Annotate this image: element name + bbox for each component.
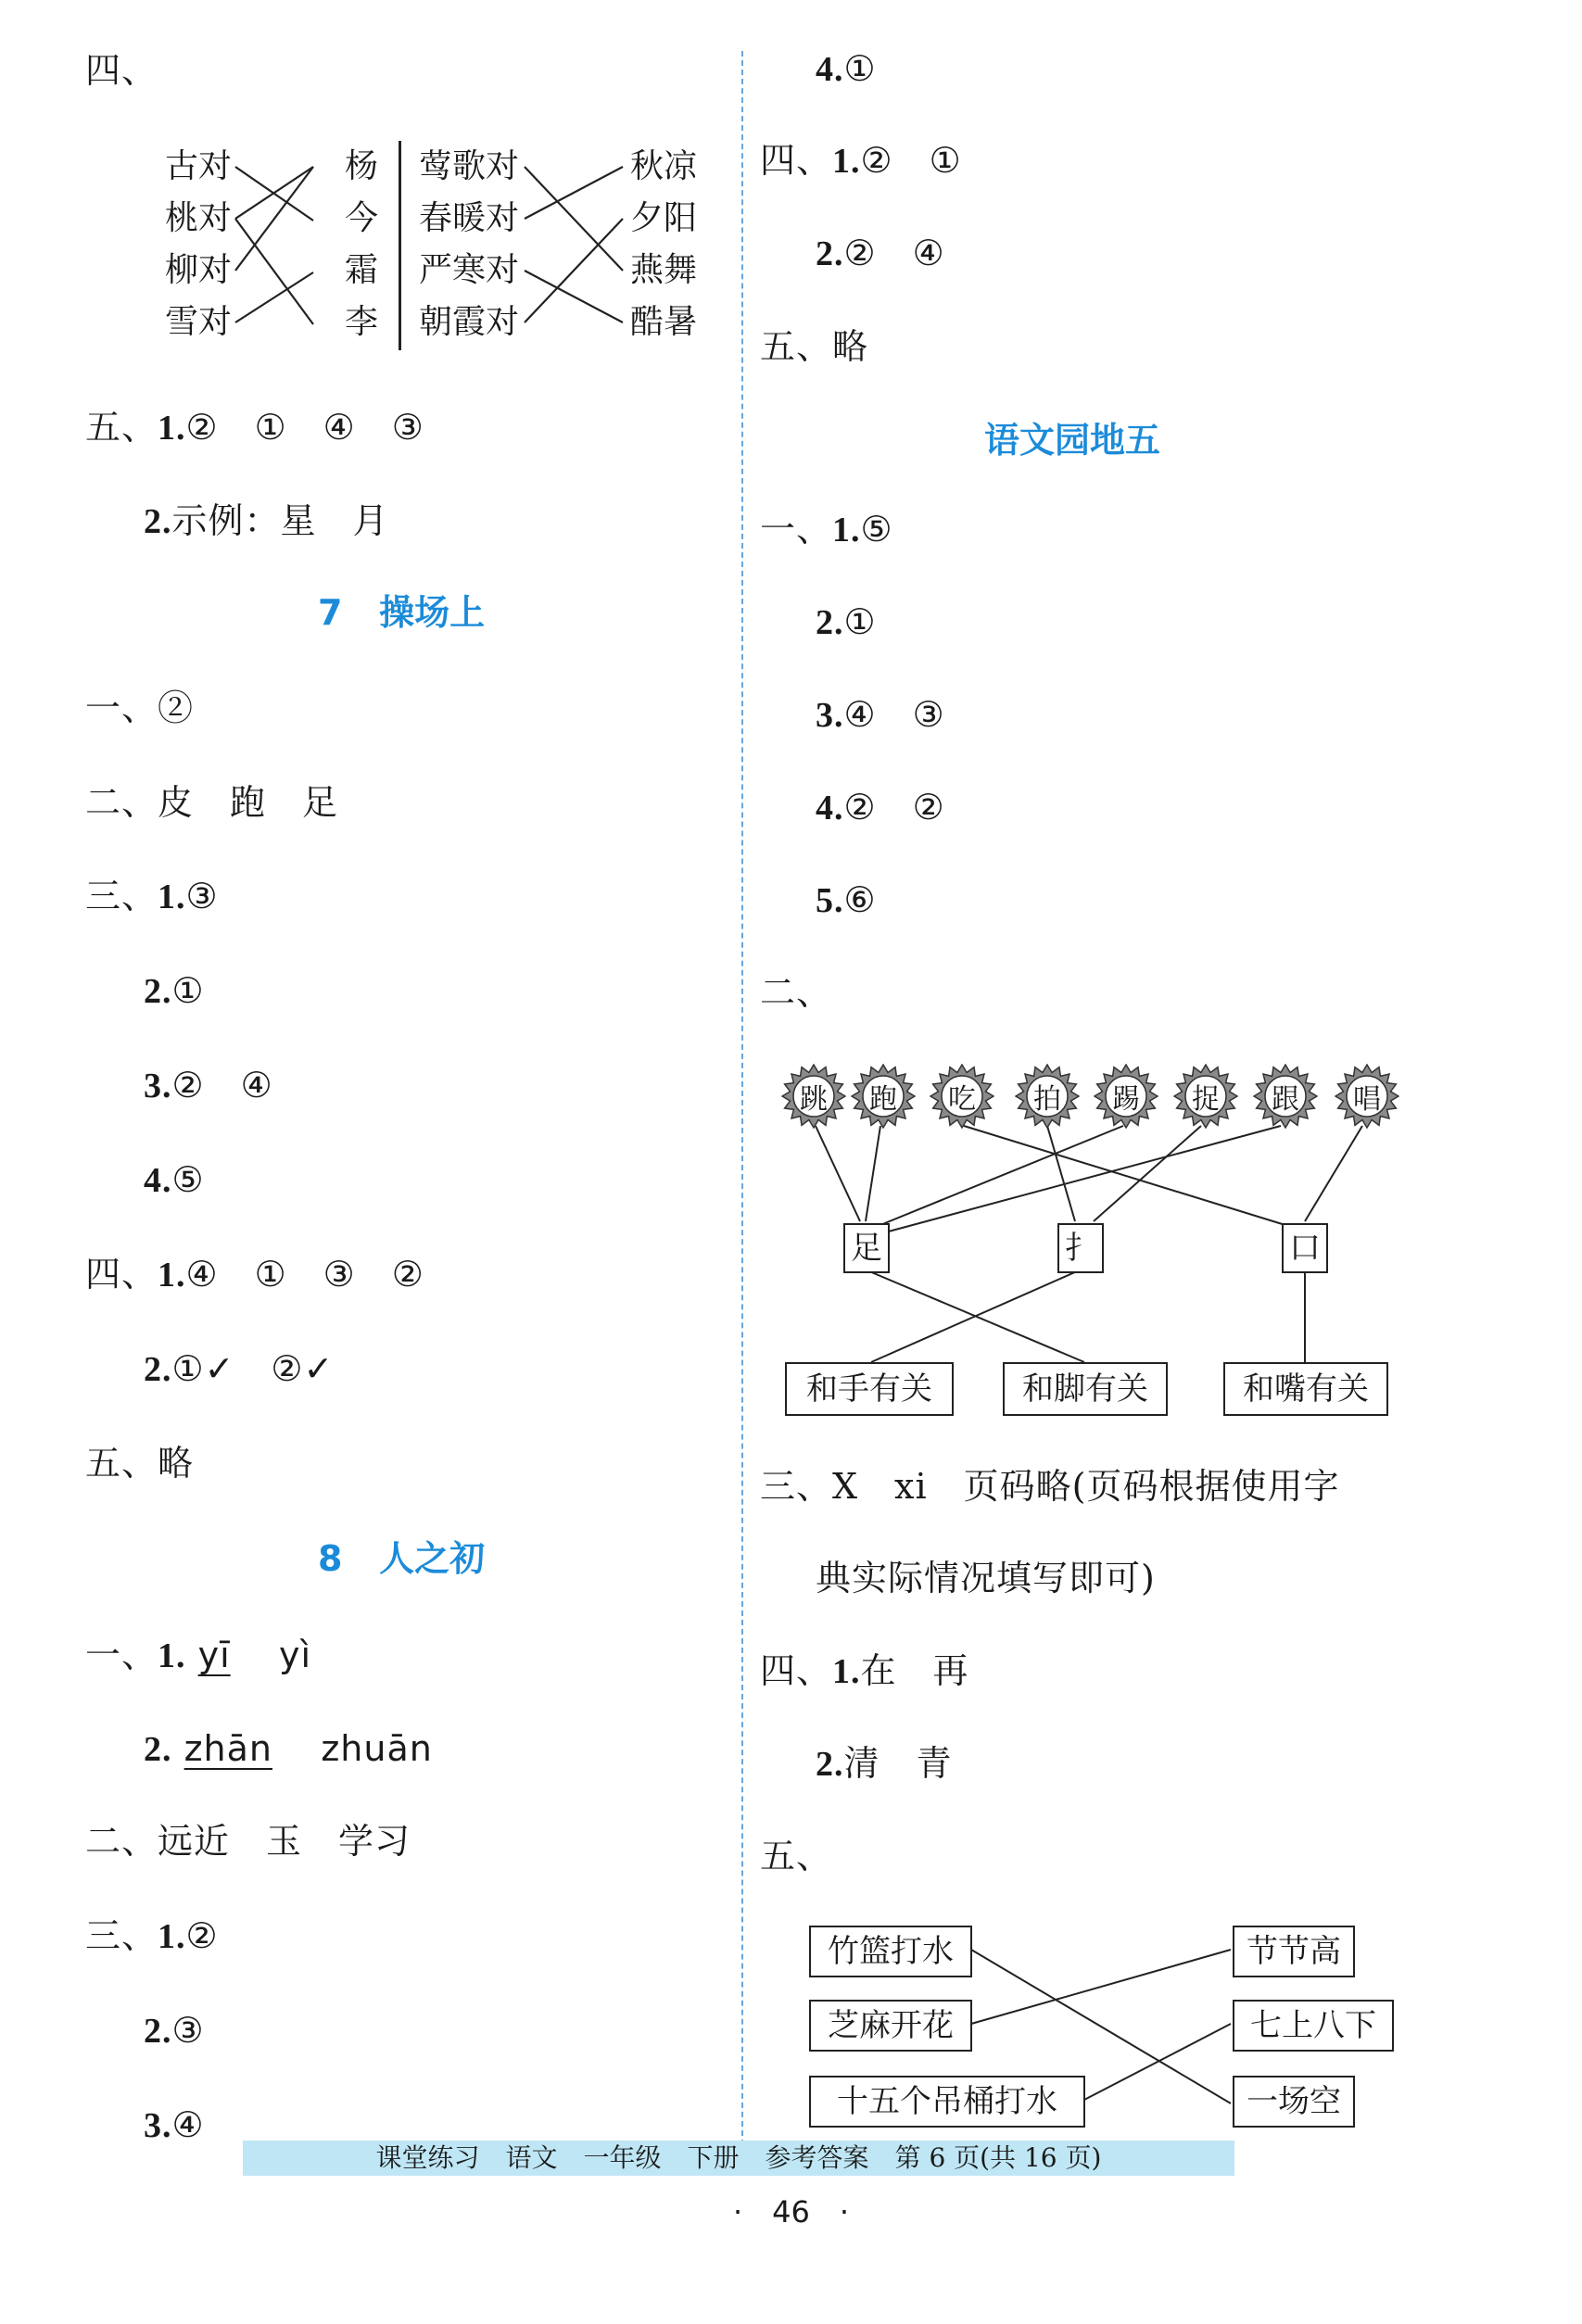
text: 在 再 xyxy=(860,1650,969,1691)
pinyin-b: yì xyxy=(278,1635,312,1675)
prefix: 四、 xyxy=(760,1650,833,1691)
g-answer-2-label: 二、 xyxy=(760,972,833,1013)
line-diaotong-qishangbaxia xyxy=(1084,2024,1231,2100)
lesson-title: 操场上 xyxy=(379,592,486,633)
text: ② xyxy=(185,1915,219,1956)
text: 清 青 xyxy=(843,1743,953,1784)
prefix: 一、 xyxy=(85,1635,158,1675)
num: 2. xyxy=(144,502,172,541)
prefix: 一、 xyxy=(760,509,833,549)
pinyin-a: yī xyxy=(197,1635,231,1675)
text: ② ④ xyxy=(171,1065,273,1105)
prefix: 三、 xyxy=(85,1915,158,1956)
pinyin-b: zhuān xyxy=(321,1728,433,1769)
num: 2. xyxy=(144,972,172,1011)
text: ④ xyxy=(171,2104,205,2145)
meaning-foot: 和脚有关 xyxy=(1003,1362,1168,1416)
l7-answer-5: 五、略 xyxy=(85,1443,195,1484)
match-a-right-3: 霜 xyxy=(345,251,379,289)
num: 5. xyxy=(816,881,844,920)
match-b-left-4: 朝霞对 xyxy=(419,303,520,341)
num: 1. xyxy=(832,1652,861,1691)
num: 2. xyxy=(144,1350,172,1389)
section-4-label: 四、 xyxy=(85,50,158,91)
pinyin-a: zhān xyxy=(184,1728,272,1769)
sun-character: 跟 xyxy=(1272,1083,1299,1116)
line-zhima-jiejiegao xyxy=(971,1950,1231,2024)
footer-text: 课堂练习 语文 一年级 下册 参考答案 第 6 页(共 16 页) xyxy=(375,2142,1102,2173)
match-b-right-2: 夕阳 xyxy=(630,199,698,237)
match-a-left-4: 雪对 xyxy=(165,303,233,341)
num: 1. xyxy=(158,1917,186,1956)
num: 3. xyxy=(144,2106,172,2145)
num: 4. xyxy=(144,1161,172,1200)
text: ② ② xyxy=(843,787,945,827)
text: ① xyxy=(843,601,877,642)
match-a-right-2: 今 xyxy=(345,199,379,237)
match-b-left-3: 严寒对 xyxy=(419,251,520,289)
saying-right-3: 一场空 xyxy=(1233,2076,1355,2128)
g-answer-5-label: 五、 xyxy=(760,1836,833,1876)
text: ⑥ xyxy=(843,879,877,920)
text: ⑤ xyxy=(171,1159,205,1200)
num: 1. xyxy=(158,1636,186,1675)
num: 2. xyxy=(144,1730,172,1769)
radical-shou: 扌 xyxy=(1057,1223,1104,1273)
sun-character: 踢 xyxy=(1112,1083,1140,1116)
num: 1. xyxy=(158,1256,186,1295)
match-a-right-4: 李 xyxy=(345,303,379,341)
radical-kou: 口 xyxy=(1282,1223,1328,1273)
sun-character: 跑 xyxy=(869,1083,897,1116)
text: 示例：星 月 xyxy=(171,500,389,541)
num: 2. xyxy=(144,2012,172,2051)
lesson-title: 人之初 xyxy=(379,1538,486,1579)
text: ② ④ xyxy=(843,233,945,273)
match-b-right-3: 燕舞 xyxy=(630,251,698,289)
l8-answer-2: 二、远近 玉 学习 xyxy=(85,1821,411,1862)
match-a-left-3: 柳对 xyxy=(165,251,233,289)
prefix: 四、 xyxy=(85,1254,158,1295)
g-answer-3-line2: 典实际情况填写即可) xyxy=(816,1558,1156,1598)
num: 1. xyxy=(832,142,861,181)
text: ① xyxy=(171,970,205,1011)
sun-character: 捉 xyxy=(1192,1083,1220,1116)
text: ① xyxy=(843,48,877,89)
l7-answer-2: 二、皮 跑 足 xyxy=(85,782,339,823)
text: ④ ① ③ ② xyxy=(185,1254,424,1295)
lesson-number: 8 xyxy=(318,1538,343,1579)
prefix: 四、 xyxy=(760,140,833,181)
match-b-left-2: 春暖对 xyxy=(419,199,520,237)
match-a-right-1: 杨 xyxy=(345,147,379,185)
num: 2. xyxy=(816,234,844,273)
num: 4. xyxy=(816,50,844,89)
sun-character: 跳 xyxy=(800,1083,828,1116)
lesson-number: 7 xyxy=(318,592,343,633)
sun-character: 唱 xyxy=(1353,1083,1381,1116)
garden-5-heading: 语文园地五 xyxy=(984,420,1161,461)
saying-left-2: 芝麻开花 xyxy=(809,2000,972,2052)
saying-right-1: 节节高 xyxy=(1233,1926,1355,1977)
text: ② ① xyxy=(860,140,962,181)
meaning-hand: 和手有关 xyxy=(785,1362,954,1416)
g-answer-3-line1: 三、X xi 页码略(页码根据使用字 xyxy=(760,1466,1340,1507)
l7-answer-1: 一、② xyxy=(85,688,195,728)
match-b-right-1: 秋凉 xyxy=(630,147,698,185)
num: 3. xyxy=(816,696,844,735)
saying-left-3: 十五个吊桶打水 xyxy=(809,2076,1085,2128)
match-b-left-1: 莺歌对 xyxy=(419,147,520,185)
num: 1. xyxy=(158,878,186,916)
text: ⑤ xyxy=(860,509,893,549)
sun-character: 吃 xyxy=(948,1083,976,1116)
saying-right-2: 七上八下 xyxy=(1233,2000,1394,2052)
text: ④ ③ xyxy=(843,694,945,735)
text: ③ xyxy=(171,2010,205,2051)
meaning-mouth: 和嘴有关 xyxy=(1223,1362,1388,1416)
num: 2. xyxy=(816,603,844,642)
text: ③ xyxy=(185,876,219,916)
match-b-right-4: 酷暑 xyxy=(630,303,698,341)
match-a-left-2: 桃对 xyxy=(165,199,233,237)
num: 2. xyxy=(816,1745,844,1784)
page-number: · 46 · xyxy=(732,2194,850,2229)
r-answer-5: 五、略 xyxy=(760,326,869,367)
num: 4. xyxy=(816,789,844,827)
radical-zu: 足 xyxy=(843,1223,890,1273)
text: ② ① ④ ③ xyxy=(185,407,424,448)
num: 1. xyxy=(832,511,861,549)
prefix: 三、 xyxy=(85,876,158,916)
match-a-left-1: 古对 xyxy=(165,147,233,185)
num: 1. xyxy=(158,409,186,448)
sun-character: 拍 xyxy=(1033,1083,1061,1116)
num: 3. xyxy=(144,1067,172,1105)
prefix: 五、 xyxy=(85,407,158,448)
text: ①✓ ②✓ xyxy=(171,1348,335,1389)
saying-left-1: 竹篮打水 xyxy=(809,1926,972,1977)
